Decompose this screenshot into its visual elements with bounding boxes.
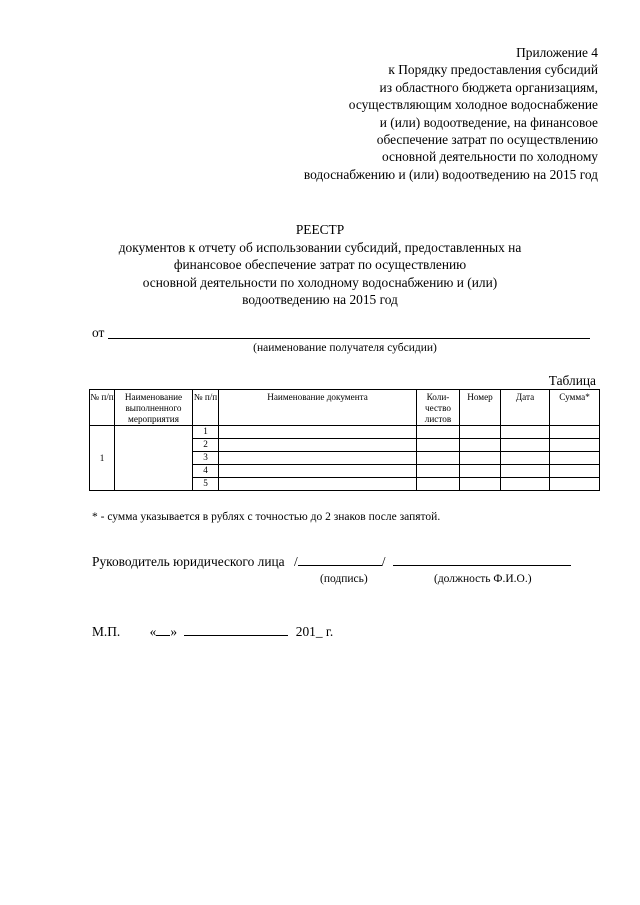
appendix-line: осуществляющим холодное водоснабжение [348, 97, 598, 113]
appendix-line: водоснабжению и (или) водоотведению на 2015 год [303, 166, 598, 182]
sheets-cell[interactable] [417, 452, 460, 465]
doc-name-cell[interactable] [219, 452, 417, 465]
header-number: Номер [460, 390, 501, 426]
header-doc-name: Наименование документа [219, 390, 417, 426]
appendix-block [218, 44, 598, 183]
appendix-line: Приложение 4 [516, 45, 598, 60]
row-number-cell: 1 [193, 426, 219, 439]
header-doc-num: № п/п [193, 390, 219, 426]
row-number-cell: 3 [193, 452, 219, 465]
event-cell[interactable] [115, 426, 193, 491]
row-number-cell: 2 [193, 439, 219, 452]
sheets-cell[interactable] [417, 426, 460, 439]
signature-open-slash: / [293, 554, 298, 569]
stamp-row [92, 624, 333, 640]
signature-caption: (подпись) [320, 573, 368, 585]
header-sum: Сумма* [550, 390, 600, 426]
date-cell[interactable] [501, 465, 550, 478]
from-label: от [92, 325, 105, 340]
table-caption: Таблица [548, 373, 596, 388]
header-num: № п/п [90, 390, 115, 426]
row-number-cell: 4 [193, 465, 219, 478]
quote-open: « [149, 624, 157, 639]
sum-cell[interactable] [550, 465, 600, 478]
sum-cell[interactable] [550, 452, 600, 465]
date-cell[interactable] [501, 439, 550, 452]
title-line: основной деятельности по холодному водоснабжению и (или) [142, 274, 498, 290]
day-blank[interactable] [156, 635, 170, 636]
header-sheets: Коли-чество листов [417, 390, 460, 426]
appendix-line: и (или) водоотведение, на финансовое [379, 114, 598, 130]
row-number-cell: 5 [193, 478, 219, 491]
doc-name-cell[interactable] [219, 478, 417, 491]
sheets-cell[interactable] [417, 478, 460, 491]
sum-cell[interactable] [550, 439, 600, 452]
group-number-cell: 1 [90, 426, 115, 491]
signature-close-slash: / [381, 554, 386, 569]
recipient-caption: (наименование получателя субсидии) [253, 342, 437, 354]
appendix-line: основной деятельности по холодному [381, 149, 598, 165]
doc-name-cell[interactable] [219, 426, 417, 439]
year-text: 201_ г. [295, 624, 334, 639]
document-title [60, 221, 580, 309]
date-cell[interactable] [501, 426, 550, 439]
title-line: документов к отчету об использовании субсидий, предоставленных на [118, 239, 522, 255]
stamp-label: М.П. [92, 624, 121, 639]
appendix-line: из областного бюджета организациям, [379, 79, 598, 95]
month-blank[interactable] [184, 635, 288, 636]
header-event: Наименование выполненного мероприятия [115, 390, 193, 426]
table-row [90, 426, 600, 439]
recipient-blank-line[interactable] [108, 338, 590, 339]
number-cell[interactable] [460, 465, 501, 478]
registry-table [89, 389, 600, 491]
number-cell[interactable] [460, 439, 501, 452]
sum-cell[interactable] [550, 478, 600, 491]
number-cell[interactable] [460, 426, 501, 439]
header-date: Дата [501, 390, 550, 426]
signature-blank[interactable] [298, 565, 382, 566]
title-heading: РЕЕСТР [295, 222, 345, 237]
appendix-line: обеспечение затрат по осуществлению [376, 132, 598, 148]
doc-name-cell[interactable] [219, 465, 417, 478]
quote-close: » [170, 624, 178, 639]
position-name-blank[interactable] [393, 565, 571, 566]
number-cell[interactable] [460, 478, 501, 491]
title-line: финансовое обеспечение затрат по осуществлению [173, 257, 467, 272]
sheets-cell[interactable] [417, 465, 460, 478]
sum-cell[interactable] [550, 426, 600, 439]
table-header-row [90, 390, 600, 426]
footnote: * - сумма указывается в рублях с точностью до 2 знаков после запятой. [92, 511, 441, 523]
number-cell[interactable] [460, 452, 501, 465]
date-cell[interactable] [501, 452, 550, 465]
recipient-field[interactable] [92, 325, 598, 343]
appendix-line: к Порядку предоставления субсидий [388, 62, 598, 78]
doc-name-cell[interactable] [219, 439, 417, 452]
sheets-cell[interactable] [417, 439, 460, 452]
title-line: водоотведению на 2015 год [242, 292, 398, 307]
signature-label: Руководитель юридического лица [92, 554, 285, 569]
signature-row [92, 554, 571, 570]
position-caption: (должность Ф.И.О.) [434, 573, 532, 585]
date-cell[interactable] [501, 478, 550, 491]
